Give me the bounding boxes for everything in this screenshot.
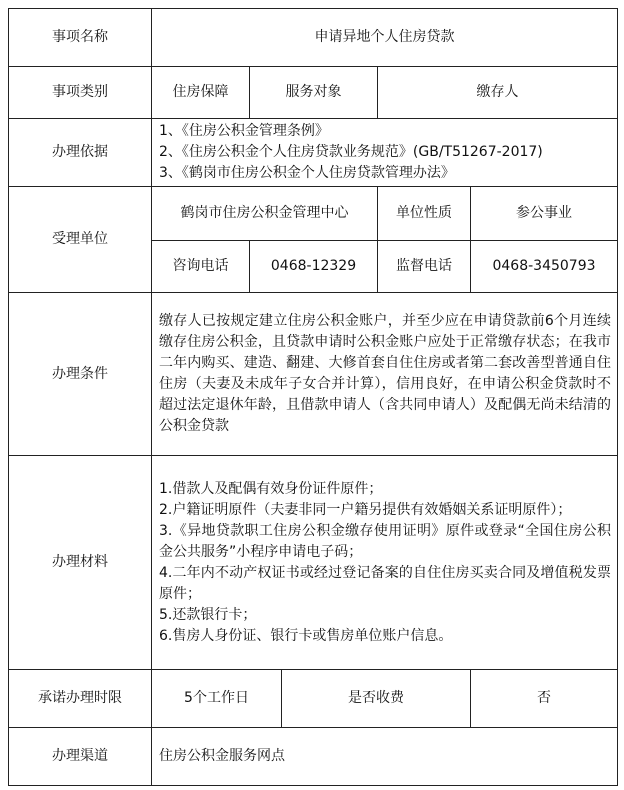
- conditions-text: 缴存人已按规定建立住房公积金账户，并至少应在申请贷款前6个月连续缴存住房公积金，且贷款申请时公积金账户应处于正常缴存状态；在我市二年内购买、建造、翻建、大修首套自住住房或者第二套改善型普通自住住房（夫妻及未成年子女合并计算），信用良好，在申请公积金贷款时不超过法定退休年龄，且借款申请人（含共同申请人）及配偶无尚未结清的公积金贷款: [152, 293, 618, 456]
- supervise-phone-label: 监督电话: [378, 241, 471, 293]
- basis-label: 办理依据: [9, 119, 152, 187]
- service-info-table: [8, 8, 618, 786]
- row-basis: [9, 119, 618, 187]
- item-category-label: 事项类别: [9, 67, 152, 119]
- row-materials: [9, 456, 618, 670]
- row-channel: [9, 728, 618, 786]
- materials-list: [152, 456, 618, 670]
- unit-label: 受理单位: [9, 187, 152, 293]
- conditions-label: 办理条件: [9, 293, 152, 456]
- item-name-value: 申请异地个人住房贷款: [152, 9, 618, 67]
- consult-phone-label: 咨询电话: [152, 241, 250, 293]
- row-item-name: [9, 9, 618, 67]
- unit-name-value: 鹤岗市住房公积金管理中心: [152, 187, 378, 241]
- unit-nature-value: 参公事业: [471, 187, 618, 241]
- item-name-label: 事项名称: [9, 9, 152, 67]
- materials-item: 2.户籍证明原件（夫妻非同一户籍另提供有效婚姻关系证明原件）；: [159, 501, 572, 518]
- materials-item: 1.借款人及配偶有效身份证件原件；: [159, 480, 383, 497]
- time-limit-label: 承诺办理时限: [9, 670, 152, 728]
- fee-label: 是否收费: [282, 670, 471, 728]
- consult-phone-value: 0468-12329: [250, 241, 378, 293]
- fee-value: 否: [471, 670, 618, 728]
- service-info-table-frame: [8, 8, 617, 789]
- materials-item: 6.售房人身份证、银行卡或售房单位账户信息。: [159, 627, 453, 644]
- service-target-label: 服务对象: [250, 67, 378, 119]
- row-unit-name: [9, 187, 618, 241]
- materials-item: 5.还款银行卡；: [159, 606, 257, 623]
- item-category-value: 住房保障: [152, 67, 250, 119]
- basis-list: [152, 119, 618, 187]
- time-limit-value: 5个工作日: [152, 670, 282, 728]
- row-time-limit: [9, 670, 618, 728]
- unit-nature-label: 单位性质: [378, 187, 471, 241]
- row-conditions: [9, 293, 618, 456]
- supervise-phone-value: 0468-3450793: [471, 241, 618, 293]
- basis-item: 2、《住房公积金个人住房贷款业务规范》(GB/T51267-2017): [159, 144, 543, 160]
- materials-item: 4.二年内不动产权证书或经过登记备案的自住住房买卖合同及增值税发票原件；: [159, 564, 611, 602]
- service-target-value: 缴存人: [378, 67, 618, 119]
- materials-label: 办理材料: [9, 456, 152, 670]
- channel-label: 办理渠道: [9, 728, 152, 786]
- channel-value: 住房公积金服务网点: [152, 728, 618, 786]
- basis-item: 1、《住房公积金管理条例》: [159, 123, 329, 139]
- row-item-category: [9, 67, 618, 119]
- basis-item: 3、《鹤岗市住房公积金个人住房贷款管理办法》: [159, 165, 455, 181]
- materials-item: 3.《异地贷款职工住房公积金缴存使用证明》原件或登录“全国住房公积金公共服务”小程序申请电子码；: [159, 522, 611, 560]
